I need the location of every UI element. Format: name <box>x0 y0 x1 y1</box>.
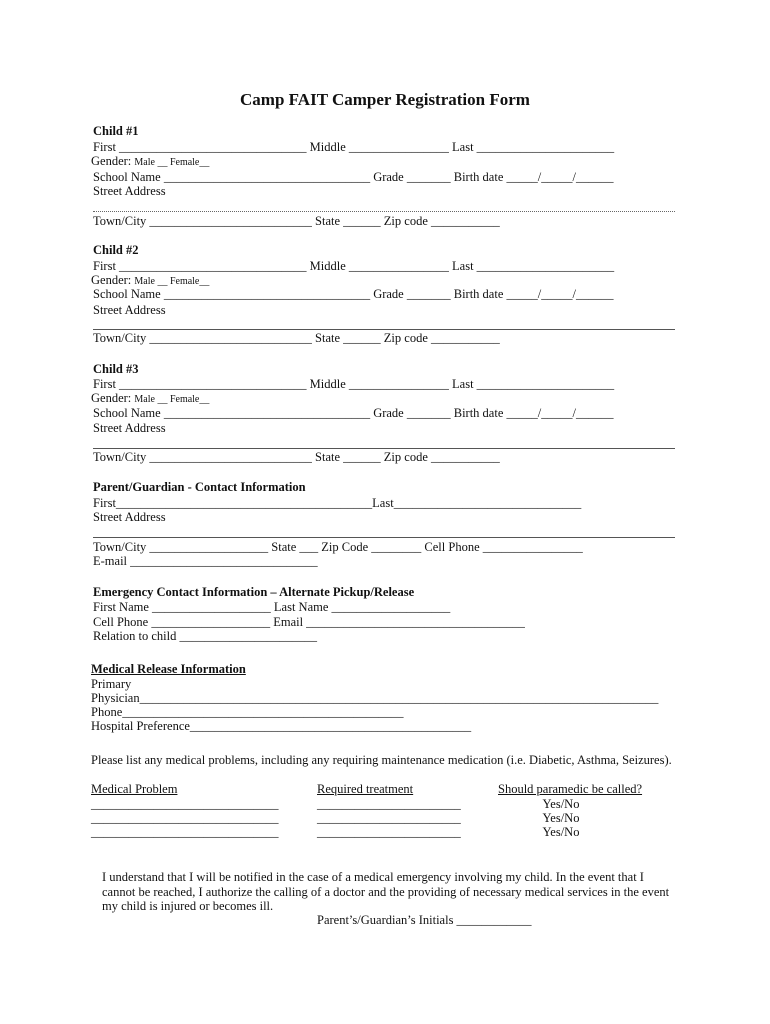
child-1-name-fields[interactable]: First ______________________________ Middle ________________ Last ______________________ <box>93 140 615 154</box>
child-3-name-fields[interactable]: First ______________________________ Middle ________________ Last ______________________ <box>93 377 615 391</box>
child-3-heading: Child #3 <box>93 362 139 376</box>
consent-line-1: I understand that I will be notified in the case of a medical emergency involving my child. In the event that I <box>102 870 644 884</box>
child-3-city-fields[interactable]: Town/City __________________________ State ______ Zip code ___________ <box>93 450 500 464</box>
paramedic-header: Should paramedic be called? <box>498 782 643 796</box>
child-1-gender-field[interactable] <box>91 154 209 170</box>
child-1-street-line[interactable] <box>93 211 675 212</box>
required-treatment-header: Required treatment <box>317 782 414 796</box>
medical-problem-blank[interactable]: ______________________________ <box>91 811 279 825</box>
parent-street-label: Street Address <box>93 510 166 524</box>
medical-problem-blank[interactable]: ______________________________ <box>91 825 279 839</box>
paramedic-yes-no[interactable]: Yes/No <box>542 811 580 825</box>
medical-heading: Medical Release Information <box>91 662 246 676</box>
gender-options: Male __ Female__ <box>134 394 210 405</box>
gender-options: Male __ Female__ <box>134 276 210 287</box>
parent-name-fields[interactable]: First_________________________________________Last______________________________ <box>93 496 582 510</box>
child-2-city-fields[interactable]: Town/City __________________________ State ______ Zip code ___________ <box>93 331 500 345</box>
child-1-heading: Child #1 <box>93 124 139 138</box>
parent-city-fields[interactable]: Town/City ___________________ State ___ Zip Code ________ Cell Phone ________________ <box>93 540 583 554</box>
physician-field[interactable]: Physician___________________________________________________________________________________ <box>91 691 659 705</box>
emergency-contact-fields[interactable]: Cell Phone ___________________ Email ___________________________________ <box>93 615 525 629</box>
child-2-heading: Child #2 <box>93 243 139 257</box>
gender-label: Gender: <box>91 391 135 405</box>
parent-email-field[interactable]: E-mail ______________________________ <box>93 554 318 568</box>
child-1-city-fields[interactable]: Town/City __________________________ State ______ Zip code ___________ <box>93 214 500 228</box>
treatment-blank[interactable]: _______________________ <box>317 825 461 839</box>
child-3-gender-field[interactable] <box>91 391 209 407</box>
phone-field[interactable]: Phone_____________________________________________ <box>91 705 404 719</box>
child-2-school-fields[interactable]: School Name _________________________________ Grade _______ Birth date _____/_____/______ <box>93 287 614 301</box>
gender-label: Gender: <box>91 273 135 287</box>
child-3-school-fields[interactable]: School Name _________________________________ Grade _______ Birth date _____/_____/______ <box>93 406 614 420</box>
child-2-street-line[interactable] <box>93 329 675 330</box>
child-3-street-label: Street Address <box>93 421 166 435</box>
gender-options: Male __ Female__ <box>134 157 210 168</box>
paramedic-yes-no[interactable]: Yes/No <box>542 825 580 839</box>
medical-problem-header: Medical Problem <box>91 782 178 796</box>
guardian-initials-field[interactable]: Parent’s/Guardian’s Initials ____________ <box>317 913 532 927</box>
hospital-preference-field[interactable]: Hospital Preference_____________________________________________ <box>91 719 472 733</box>
medical-problem-blank[interactable]: ______________________________ <box>91 797 279 811</box>
emergency-heading: Emergency Contact Information – Alternate Pickup/Release <box>93 585 415 599</box>
child-3-street-line[interactable] <box>93 448 675 449</box>
child-2-street-label: Street Address <box>93 303 166 317</box>
consent-line-2: cannot be reached, I authorize the calling of a doctor and the providing of necessary medical services in the event <box>102 885 670 899</box>
child-1-street-label: Street Address <box>93 184 166 198</box>
medical-primary-label: Primary <box>91 677 132 691</box>
child-2-name-fields[interactable]: First ______________________________ Middle ________________ Last ______________________ <box>93 259 615 273</box>
form-title: Camp FAIT Camper Registration Form <box>240 90 530 109</box>
gender-label: Gender: <box>91 154 135 168</box>
emergency-relation-field[interactable]: Relation to child ______________________ <box>93 629 317 643</box>
treatment-blank[interactable]: _______________________ <box>317 797 461 811</box>
child-1-school-fields[interactable]: School Name _________________________________ Grade _______ Birth date _____/_____/______ <box>93 170 614 184</box>
medical-problems-prompt: Please list any medical problems, including any requiring maintenance medication (i.e. Diabetic, Asthma, Seizures). <box>91 753 672 767</box>
treatment-blank[interactable]: _______________________ <box>317 811 461 825</box>
parent-heading: Parent/Guardian - Contact Information <box>93 480 306 494</box>
paramedic-yes-no[interactable]: Yes/No <box>542 797 580 811</box>
parent-street-line[interactable] <box>93 537 675 538</box>
consent-line-3: my child is injured or becomes ill. <box>102 899 274 913</box>
emergency-name-fields[interactable]: First Name ___________________ Last Name ___________________ <box>93 600 451 614</box>
